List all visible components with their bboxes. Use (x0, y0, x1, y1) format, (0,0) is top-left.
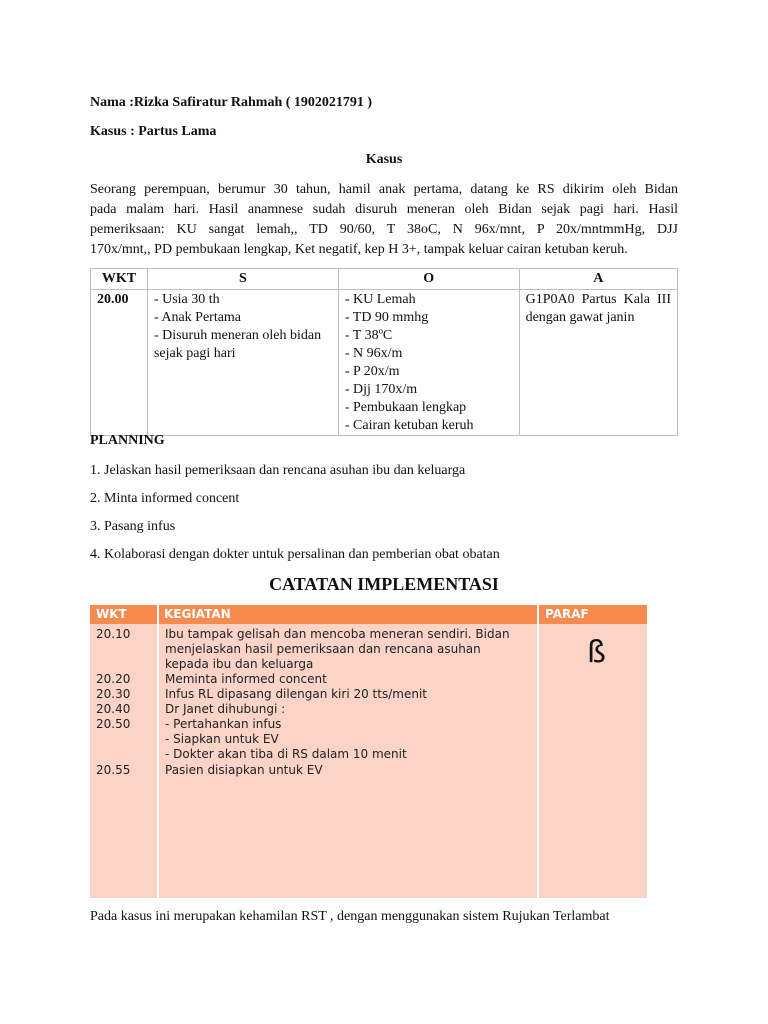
planning-item: 3. Pasang infus (90, 519, 176, 534)
soap-cell-wkt: 20.00 (91, 290, 148, 436)
soap-cell-a: G1P0A0 Partus Kala III dengan gawat janin (519, 290, 677, 436)
objective-item: - Cairan ketuban keruh (344, 418, 474, 433)
case-line: pada malam hari. Hasil anamnese sudah disuruh meneran oleh Bidan sejak pagi hari. Hasil (90, 202, 678, 217)
planning-item: 4. Kolaborasi dengan dokter untuk persalinan dan pemberian obat obatan (90, 547, 500, 562)
objective-item: - Pembukaan lengkap (344, 400, 467, 415)
planning-title: PLANNING (90, 433, 165, 448)
impl-activity: - Siapkan untuk EV (165, 732, 279, 746)
impl-activity: - Dokter akan tiba di RS dalam 10 menit (165, 747, 407, 761)
soap-table (90, 268, 678, 436)
impl-activity: kepada ibu dan keluarga (165, 657, 314, 671)
student-name: Nama :Rizka Safiratur Rahmah ( 1902021791 ) (90, 95, 373, 110)
impl-header-wkt: WKT (96, 607, 127, 621)
col-header-wkt: WKT (91, 269, 148, 290)
impl-activity: Meminta informed concent (165, 672, 327, 686)
col-header-o: O (338, 269, 519, 290)
impl-header-paraf: PARAF (545, 607, 589, 621)
column-divider (157, 605, 159, 898)
impl-activity: Ibu tampak gelisah dan mencoba meneran sendiri. Bidan (165, 627, 510, 641)
impl-activity: Dr Janet dihubungi : (165, 702, 286, 716)
subjective-item: - Usia 30 th (153, 292, 220, 307)
impl-activity: - Pertahankan infus (165, 717, 282, 731)
objective-item: - KU Lemah (344, 292, 416, 307)
impl-time: 20.55 (96, 763, 131, 777)
case-heading: Kasus (365, 152, 403, 167)
impl-activity: menjelaskan hasil pemeriksaan dan rencana asuhan (165, 642, 481, 656)
case-name: Kasus : Partus Lama (90, 124, 217, 139)
planning-item: 1. Jelaskan hasil pemeriksaan dan rencana asuhan ibu dan keluarga (90, 463, 466, 478)
soap-cell-o (338, 290, 519, 436)
paraf-signature: ß (587, 635, 606, 670)
soap-header-row (91, 269, 678, 290)
conclusion-text: Pada kasus ini merupakan kehamilan RST , dengan menggunakan sistem Rujukan Terlambat (90, 909, 610, 924)
case-line: 170x/mnt,, PD pembukaan lengkap, Ket negatif, kep H 3+, tampak keluar cairan ketuban keruh. (90, 242, 628, 257)
objective-item: - P 20x/m (344, 364, 400, 379)
case-line: Seorang perempuan, berumur 30 tahun, hamil anak pertama, datang ke RS dikirim oleh Bidan (90, 182, 678, 197)
impl-activity: Pasien disiapkan untuk EV (165, 763, 323, 777)
impl-time: 20.30 (96, 687, 131, 701)
impl-time: 20.20 (96, 672, 131, 686)
planning-item: 2. Minta informed concent (90, 491, 240, 506)
impl-time: 20.40 (96, 702, 131, 716)
subjective-item: sejak pagi hari (153, 346, 236, 361)
impl-header-kegiatan: KEGIATAN (164, 607, 231, 621)
objective-item: - T 38ºC (344, 328, 393, 343)
objective-item: - N 96x/m (344, 346, 403, 361)
column-divider (537, 605, 539, 898)
soap-cell-s (147, 290, 338, 436)
implementation-table (90, 605, 647, 898)
case-line: pemeriksaan: KU sangat lemah,, TD 90/60, T 38oC, N 96x/mnt, P 20x/mntmmHg, DJJ (90, 222, 678, 237)
col-header-s: S (147, 269, 338, 290)
implementation-title: CATATAN IMPLEMENTASI (269, 574, 499, 594)
impl-time: 20.10 (96, 627, 131, 641)
implementation-header-row (90, 605, 647, 624)
subjective-item: - Disuruh meneran oleh bidan (153, 328, 322, 343)
col-header-a: A (519, 269, 677, 290)
impl-activity: Infus RL dipasang dilengan kiri 20 tts/menit (165, 687, 427, 701)
subjective-item: - Anak Pertama (153, 310, 242, 325)
objective-item: - TD 90 mmhg (344, 310, 429, 325)
objective-item: - Djj 170x/m (344, 382, 418, 397)
impl-time: 20.50 (96, 717, 131, 731)
soap-row (91, 290, 678, 436)
case-description (90, 180, 678, 260)
